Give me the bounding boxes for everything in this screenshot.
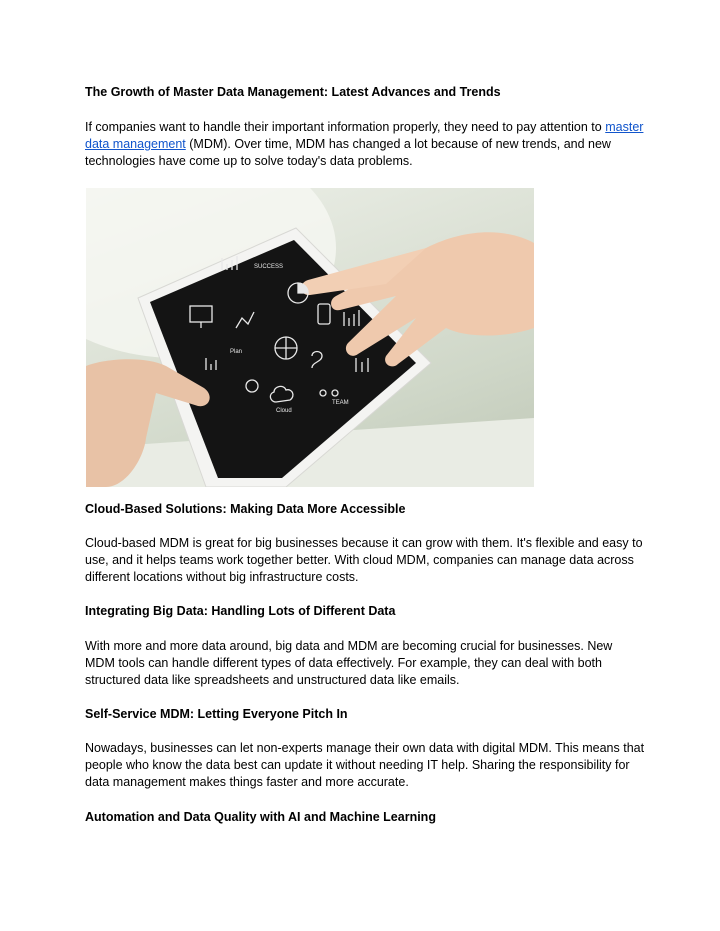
section-heading-self-service: Self-Service MDM: Letting Everyone Pitch In bbox=[85, 707, 348, 721]
intro-text-after-link: (MDM). Over time, MDM has changed a lot because of new trends, and new technologies have come up to solve today's data problems. bbox=[85, 137, 611, 168]
screen-label-plan: Plan bbox=[230, 349, 243, 355]
section-heading-ai-ml: Automation and Data Quality with AI and Machine Learning bbox=[85, 810, 436, 824]
section-heading-cloud: Cloud-Based Solutions: Making Data More Accessible bbox=[85, 502, 406, 516]
tablet-data-illustration bbox=[86, 188, 534, 487]
screen-label-team: TEAM bbox=[332, 400, 349, 406]
article-title: The Growth of Master Data Management: Latest Advances and Trends bbox=[85, 85, 501, 99]
master-data-management-link[interactable]: master data management bbox=[85, 120, 644, 151]
section-body-self-service: Nowadays, businesses can let non-experts manage their own data with digital MDM. This means that people who know the data best can update it without needing IT help. Sharing the responsibility for data management makes things faster and more accurate. bbox=[85, 741, 645, 789]
tablet-photo-svg bbox=[86, 188, 534, 487]
screen-label-success: SUCCESS bbox=[254, 264, 284, 270]
section-body-big-data: With more and more data around, big data and MDM are becoming crucial for businesses. New MDM tools can handle different types of data effectively. For example, they can deal with both structured data like spreadsheets and unstructured data like emails. bbox=[85, 639, 613, 687]
section-body-cloud: Cloud-based MDM is great for big businesses because it can grow with them. It's flexible and easy to use, and it helps teams work together better. With cloud MDM, companies can manage data across different locations without big infrastructure costs. bbox=[85, 536, 643, 584]
intro-paragraph bbox=[85, 119, 645, 170]
intro-text-before-link: If companies want to handle their important information properly, they need to pay attention to bbox=[85, 120, 602, 134]
section-heading-big-data: Integrating Big Data: Handling Lots of Different Data bbox=[85, 604, 396, 618]
screen-label-cloud: Cloud bbox=[276, 408, 292, 414]
